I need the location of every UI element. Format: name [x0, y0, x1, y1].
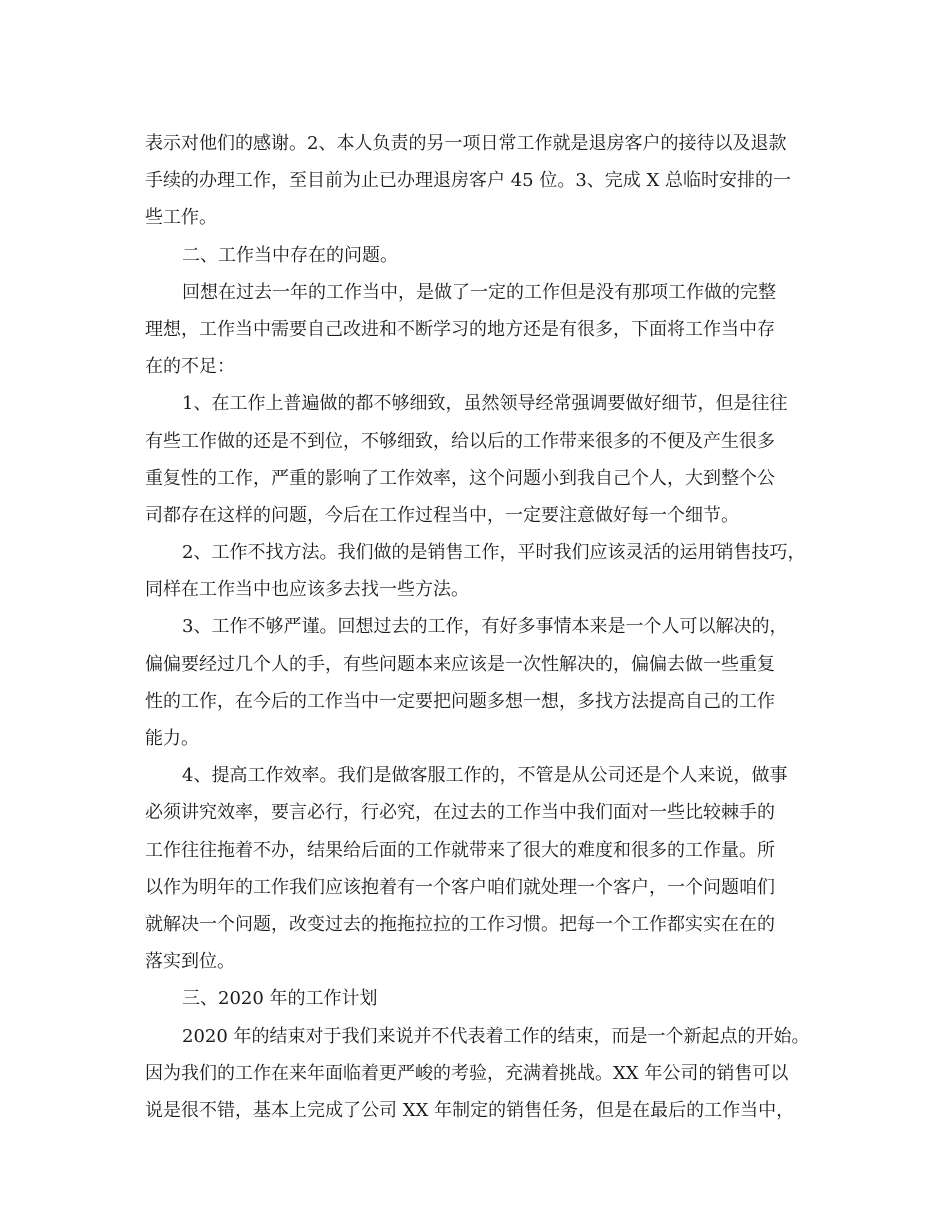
paragraph-line: 3、工作不够严谨。回想过去的工作，有好多事情本来是一个人可以解决的， [182, 616, 788, 638]
paragraph-line: 就解决一个问题，改变过去的拖拖拉拉的工作习惯。把每一个工作都实实在在的 [145, 913, 775, 935]
paragraph-line: 2020 年的结束对于我们来说并不代表着工作的结束，而是一个新起点的开始。 [182, 1025, 810, 1047]
paragraph-line: 以作为明年的工作我们应该抱着有一个客户咱们就处理一个客户，一个问题咱们 [145, 876, 775, 898]
paragraph-line: 在的不足： [145, 356, 235, 378]
paragraph-line: 性的工作，在今后的工作当中一定要把问题多想一想，多找方法提高自己的工作 [145, 690, 775, 712]
paragraph-line: 回想在过去一年的工作当中，是做了一定的工作但是没有那项工作做的完整 [182, 281, 776, 303]
paragraph-line: 二、工作当中存在的问题。 [182, 244, 398, 266]
paragraph-line: 2、工作不找方法。我们做的是销售工作，平时我们应该灵活的运用销售技巧， [182, 542, 806, 564]
paragraph-line: 落实到位。 [145, 951, 235, 973]
paragraph-line: 有些工作做的还是不到位，不够细致，给以后的工作带来很多的不便及产生很多 [145, 430, 775, 452]
document-body [145, 125, 810, 1129]
paragraph-line: 因为我们的工作在来年面临着更严峻的考验，充满着挑战。XX 年公司的销售可以 [145, 1062, 789, 1084]
paragraph-line: 工作往往拖着不办，结果给后面的工作就带来了很大的难度和很多的工作量。所 [145, 839, 775, 861]
paragraph-line: 1、在工作上普遍做的都不够细致，虽然领导经常强调要做好细节，但是往往 [182, 393, 788, 415]
paragraph-line: 重复性的工作，严重的影响了工作效率，这个问题小到我自己个人，大到整个公 [145, 467, 775, 489]
paragraph-line: 表示对他们的感谢。2、本人负责的另一项日常工作就是退房客户的接待以及退款 [145, 133, 787, 154]
paragraph-line: 同样在工作当中也应该多去找一些方法。 [145, 579, 469, 601]
paragraph-line: 说是很不错，基本上完成了公司 XX 年制定的销售任务，但是在最后的工作当中， [145, 1099, 795, 1121]
paragraph-line: 能力。 [145, 728, 199, 749]
paragraph-line: 理想，工作当中需要自己改进和不断学习的地方还是有很多，下面将工作当中存 [145, 318, 775, 340]
paragraph-line: 些工作。 [145, 207, 217, 229]
paragraph-line: 必须讲究效率，要言必行，行必究，在过去的工作当中我们面对一些比较棘手的 [145, 802, 775, 824]
paragraph-line: 偏偏要经过几个人的手，有些问题本来应该是一次性解决的，偏偏去做一些重复 [145, 653, 775, 675]
paragraph-line: 司都存在这样的问题，今后在工作过程当中，一定要注意做好每一个细节。 [145, 504, 739, 526]
paragraph-line: 手续的办理工作，至目前为止已办理退房客户 45 位。3、完成 X 总临时安排的一 [145, 170, 792, 192]
paragraph-line: 4、提高工作效率。我们是做客服工作的，不管是从公司还是个人来说，做事 [182, 765, 788, 787]
paragraph-line: 三、2020 年的工作计划 [182, 988, 378, 1010]
